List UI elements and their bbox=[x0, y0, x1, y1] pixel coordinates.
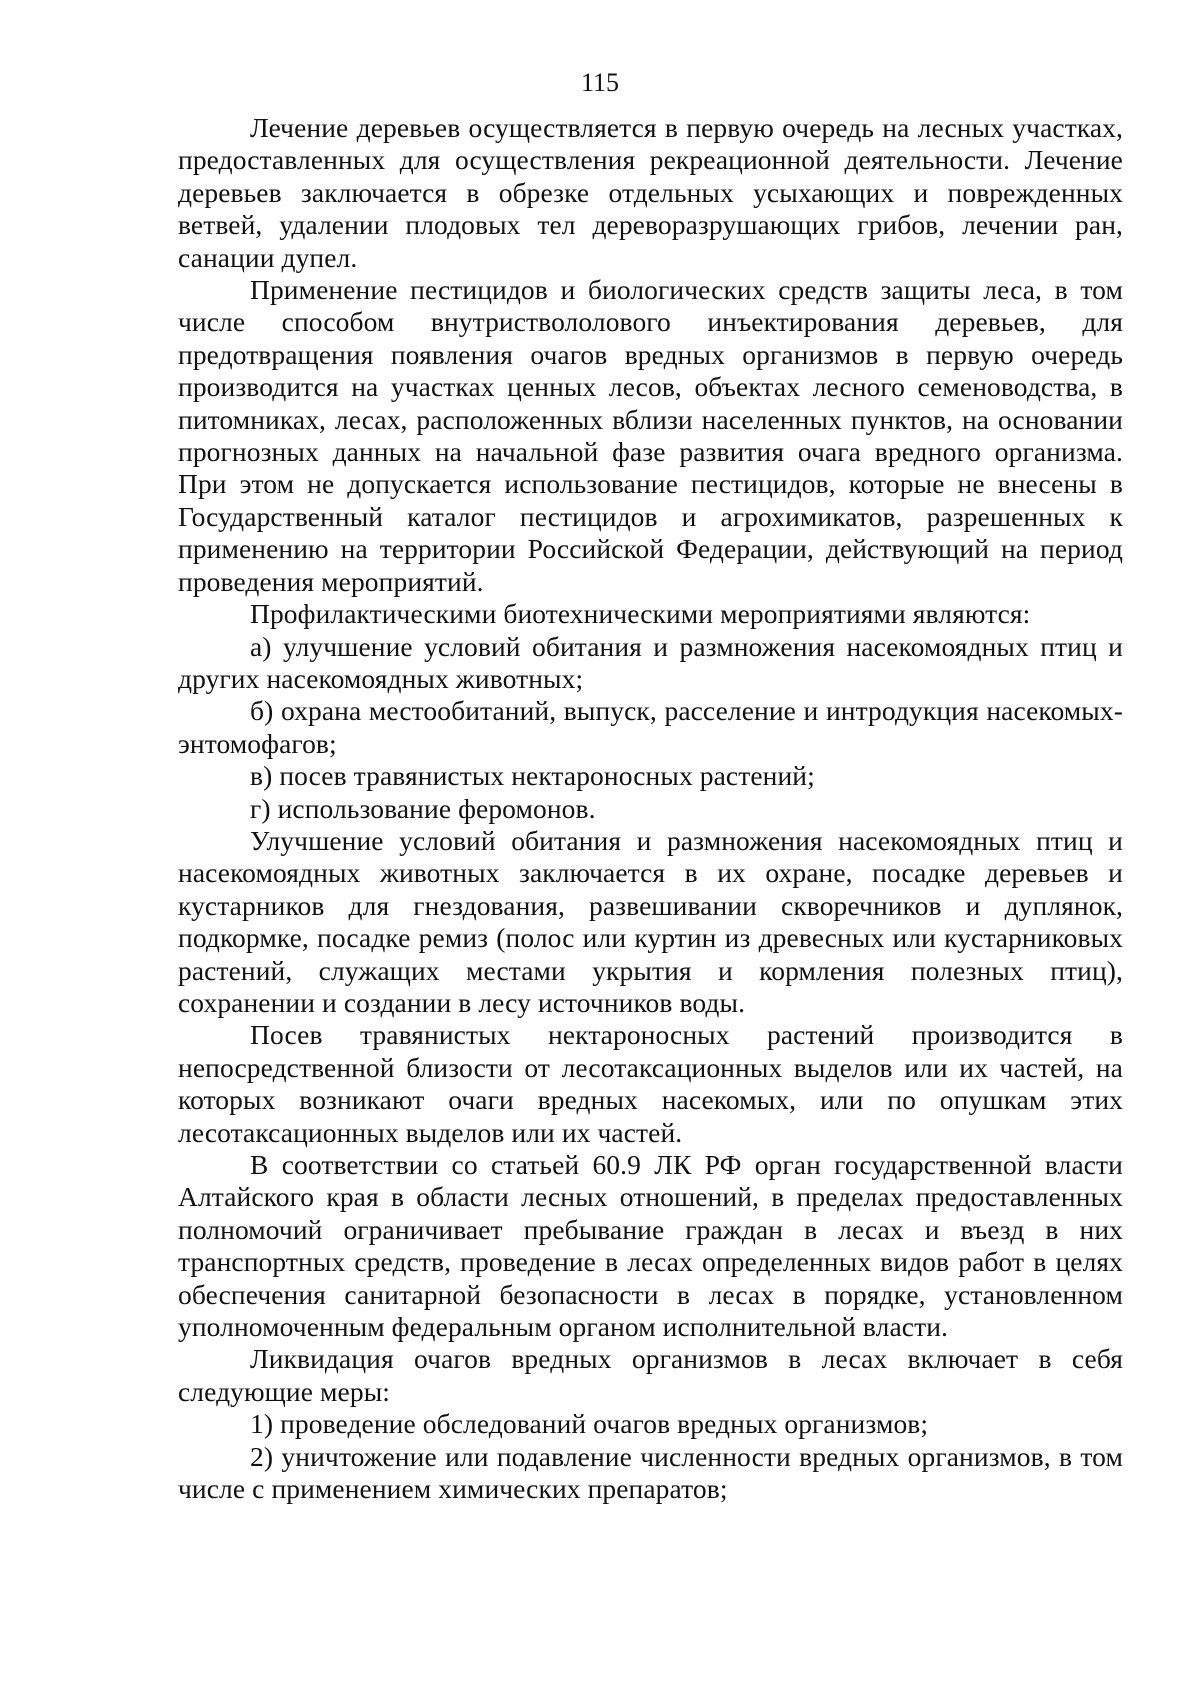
list-item-2: 2) уничтожение или подавление численности вредных организмов, в том числе с применением химических препаратов; bbox=[178, 1440, 1123, 1505]
list-item-1: 1) проведение обследований очагов вредных организмов; bbox=[250, 1408, 929, 1440]
paragraph-article-60-9: В соответствии со статьей 60.9 ЛК РФ орган государственной власти Алтайского края в области лесных отношений, в пределах предоставленных полномочий ограничивает пребывание граждан в лесах и въезд в них транспортных средств, проведение в лесах определенных видов работ в целях обеспечения санитарной безопасности в лесах в порядке, установленном уполномоченным федеральным органом исполнительной власти. bbox=[178, 1149, 1123, 1343]
list-item-v: в) посев травянистых нектароносных растений; bbox=[250, 760, 815, 792]
paragraph-biotech-measures-intro: Профилактическими биотехническими мероприятиями являются: bbox=[250, 598, 1031, 630]
page-number: 115 bbox=[580, 68, 620, 97]
paragraph-nectar-plants: Посев травянистых нектароносных растений производится в непосредственной близости от лесотаксационных выделов или их частей, на которых возникают очаги вредных насекомых, или по опушкам этих лесотаксационных выделов или их частей. bbox=[178, 1019, 1123, 1148]
list-item-b: б) охрана местообитаний, выпуск, расселение и интродукция насекомых-энтомофагов; bbox=[178, 695, 1123, 759]
list-item-a: а) улучшение условий обитания и размножения насекомоядных птиц и других насекомоядных животных; bbox=[178, 630, 1123, 694]
list-item-g: г) использование феромонов. bbox=[250, 792, 596, 824]
paragraph-liquidation-intro: Ликвидация очагов вредных организмов в лесах включает в себя следующие меры: bbox=[178, 1343, 1123, 1407]
document-body bbox=[178, 112, 1123, 1505]
paragraph-tree-treatment: Лечение деревьев осуществляется в первую очередь на лесных участках, предоставленных для осуществления рекреационной деятельности. Лечение деревьев заключается в обрезке отдельных усыхающих и поврежденных ветвей, удалении плодовых тел дереворазрушающих грибов, лечении ран, санации дупел. bbox=[178, 112, 1123, 273]
paragraph-pesticide-use: Применение пестицидов и биологических средств защиты леса, в том числе способом внутриствололового инъектирования деревьев, для предотвращения появления очагов вредных организмов в первую очередь производится на участках ценных лесов, объектах лесного семеноводства, в питомниках, лесах, расположенных вблизи населенных пунктов, на основании прогнозных данных на начальной фазе развития очага вредного организма. При этом не допускается использование пестицидов, которые не внесены в Государственный каталог пестицидов и агрохимикатов, разрешенных к применению на территории Российской Федерации, действующий на период проведения мероприятий. bbox=[178, 274, 1123, 597]
paragraph-habitat-improvement: Улучшение условий обитания и размножения насекомоядных птиц и насекомоядных животных заключается в их охране, посадке деревьев и кустарников для гнездования, развешивании скворечников и дуплянок, подкормке, посадке ремиз (полос или куртин из древесных или кустарниковых растений, служащих местами укрытия и кормления полезных птиц), сохранении и создании в лесу источников воды. bbox=[178, 824, 1123, 1018]
